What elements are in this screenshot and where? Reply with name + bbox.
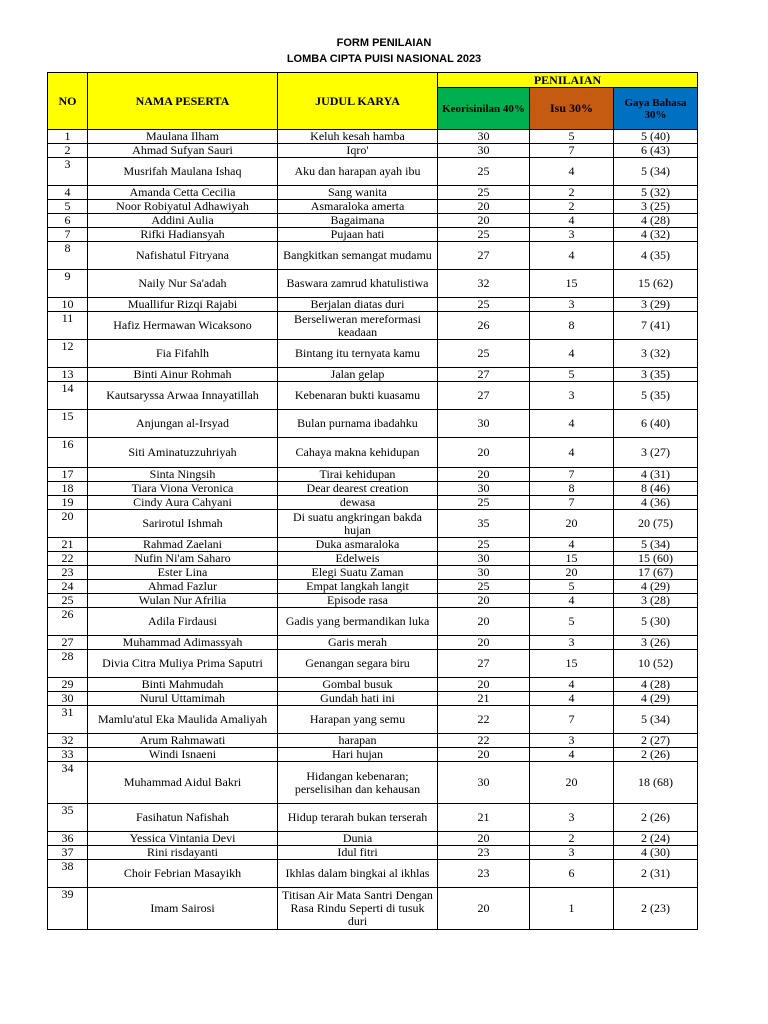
row-isu: 15 xyxy=(530,552,614,566)
row-isu: 2 xyxy=(530,200,614,214)
row-gaya-bahasa: 4 (28) xyxy=(614,214,698,228)
row-isu: 3 xyxy=(530,298,614,312)
row-keorisinilan: 20 xyxy=(438,832,530,846)
row-isu: 3 xyxy=(530,382,614,410)
header-keorisinilan: Keorisinilan 40% xyxy=(438,88,530,130)
table-row xyxy=(48,692,698,706)
row-keorisinilan: 20 xyxy=(438,636,530,650)
header-no: NO xyxy=(48,73,88,130)
row-gaya-bahasa: 3 (29) xyxy=(614,298,698,312)
form-subtitle: LOMBA CIPTA PUISI NASIONAL 2023 xyxy=(286,53,482,65)
row-judul-karya: Garis merah xyxy=(278,636,438,650)
table-row xyxy=(48,706,698,734)
row-nama-peserta: Nufin Ni'am Saharo xyxy=(88,552,278,566)
row-nama-peserta: Hafiz Hermawan Wicaksono xyxy=(88,312,278,340)
row-gaya-bahasa: 4 (29) xyxy=(614,692,698,706)
row-no: 5 xyxy=(48,200,88,214)
row-gaya-bahasa: 4 (35) xyxy=(614,242,698,270)
row-gaya-bahasa: 5 (32) xyxy=(614,186,698,200)
row-keorisinilan: 22 xyxy=(438,706,530,734)
row-judul-karya: Jalan gelap xyxy=(278,368,438,382)
table-row xyxy=(48,200,698,214)
table-row xyxy=(48,594,698,608)
row-no: 36 xyxy=(48,832,88,846)
row-nama-peserta: Rini risdayanti xyxy=(88,846,278,860)
row-judul-karya: Berjalan diatas duri xyxy=(278,298,438,312)
row-isu: 20 xyxy=(530,762,614,804)
row-keorisinilan: 30 xyxy=(438,482,530,496)
row-nama-peserta: Cindy Aura Cahyani xyxy=(88,496,278,510)
row-judul-karya: Dear dearest creation xyxy=(278,482,438,496)
row-judul-karya: Keluh kesah hamba xyxy=(278,130,438,144)
row-gaya-bahasa: 3 (25) xyxy=(614,200,698,214)
row-keorisinilan: 27 xyxy=(438,382,530,410)
row-gaya-bahasa: 10 (52) xyxy=(614,650,698,678)
row-keorisinilan: 20 xyxy=(438,468,530,482)
row-isu: 4 xyxy=(530,340,614,368)
row-no: 14 xyxy=(48,382,88,410)
row-keorisinilan: 25 xyxy=(438,538,530,552)
row-nama-peserta: Yessica Vintania Devi xyxy=(88,832,278,846)
row-keorisinilan: 20 xyxy=(438,888,530,930)
row-keorisinilan: 30 xyxy=(438,144,530,158)
row-judul-karya: Edelweis xyxy=(278,552,438,566)
row-keorisinilan: 20 xyxy=(438,678,530,692)
row-no: 6 xyxy=(48,214,88,228)
row-isu: 7 xyxy=(530,468,614,482)
row-no: 24 xyxy=(48,580,88,594)
row-judul-karya: Gadis yang bermandikan luka xyxy=(278,608,438,636)
row-nama-peserta: Fia Fifahlh xyxy=(88,340,278,368)
table-row xyxy=(48,650,698,678)
row-gaya-bahasa: 2 (26) xyxy=(614,804,698,832)
row-judul-karya: Hari hujan xyxy=(278,748,438,762)
row-gaya-bahasa: 5 (30) xyxy=(614,608,698,636)
row-nama-peserta: Amanda Cetta Cecilia xyxy=(88,186,278,200)
row-judul-karya: Ikhlas dalam bingkai al ikhlas xyxy=(278,860,438,888)
row-keorisinilan: 26 xyxy=(438,312,530,340)
row-keorisinilan: 23 xyxy=(438,846,530,860)
header-judul-karya: JUDUL KARYA xyxy=(278,73,438,130)
row-judul-karya: Empat langkah langit xyxy=(278,580,438,594)
row-isu: 7 xyxy=(530,496,614,510)
row-gaya-bahasa: 3 (27) xyxy=(614,438,698,468)
row-isu: 4 xyxy=(530,692,614,706)
row-nama-peserta: Divia Citra Muliya Prima Saputri xyxy=(88,650,278,678)
table-row xyxy=(48,496,698,510)
row-judul-karya: Pujaan hati xyxy=(278,228,438,242)
table-row xyxy=(48,368,698,382)
row-keorisinilan: 25 xyxy=(438,340,530,368)
row-gaya-bahasa: 20 (75) xyxy=(614,510,698,538)
row-isu: 4 xyxy=(530,158,614,186)
row-no: 11 xyxy=(48,312,88,340)
row-nama-peserta: Rahmad Zaelani xyxy=(88,538,278,552)
row-judul-karya: Idul fitri xyxy=(278,846,438,860)
row-nama-peserta: Musrifah Maulana Ishaq xyxy=(88,158,278,186)
row-gaya-bahasa: 5 (34) xyxy=(614,158,698,186)
row-isu: 20 xyxy=(530,510,614,538)
row-nama-peserta: Mamlu'atul Eka Maulida Amaliyah xyxy=(88,706,278,734)
table-row xyxy=(48,270,698,298)
table-row xyxy=(48,186,698,200)
row-keorisinilan: 25 xyxy=(438,298,530,312)
row-no: 21 xyxy=(48,538,88,552)
header-penilaian: PENILAIAN xyxy=(438,73,698,88)
row-keorisinilan: 27 xyxy=(438,650,530,678)
row-isu: 3 xyxy=(530,636,614,650)
row-nama-peserta: Windi Isnaeni xyxy=(88,748,278,762)
row-keorisinilan: 21 xyxy=(438,804,530,832)
header-gaya-bahasa: Gaya Bahasa 30% xyxy=(614,88,698,130)
row-nama-peserta: Rifki Hadiansyah xyxy=(88,228,278,242)
row-no: 39 xyxy=(48,888,88,930)
row-no: 10 xyxy=(48,298,88,312)
row-no: 38 xyxy=(48,860,88,888)
row-nama-peserta: Addini Aulia xyxy=(88,214,278,228)
row-isu: 3 xyxy=(530,846,614,860)
row-judul-karya: Gundah hati ini xyxy=(278,692,438,706)
table-row xyxy=(48,762,698,804)
row-nama-peserta: Wulan Nur Afrilia xyxy=(88,594,278,608)
table-row xyxy=(48,860,698,888)
row-gaya-bahasa: 17 (67) xyxy=(614,566,698,580)
row-judul-karya: Episode rasa xyxy=(278,594,438,608)
row-judul-karya: Harapan yang semu xyxy=(278,706,438,734)
row-keorisinilan: 22 xyxy=(438,734,530,748)
table-row xyxy=(48,510,698,538)
table-row xyxy=(48,580,698,594)
row-isu: 2 xyxy=(530,186,614,200)
row-gaya-bahasa: 4 (30) xyxy=(614,846,698,860)
row-keorisinilan: 27 xyxy=(438,368,530,382)
row-keorisinilan: 30 xyxy=(438,762,530,804)
row-nama-peserta: Noor Robiyatul Adhawiyah xyxy=(88,200,278,214)
form-title: FORM PENILAIAN xyxy=(336,37,432,49)
row-gaya-bahasa: 18 (68) xyxy=(614,762,698,804)
row-no: 25 xyxy=(48,594,88,608)
row-gaya-bahasa: 2 (23) xyxy=(614,888,698,930)
table-row xyxy=(48,468,698,482)
row-isu: 5 xyxy=(530,130,614,144)
row-nama-peserta: Adila Firdausi xyxy=(88,608,278,636)
row-no: 31 xyxy=(48,706,88,734)
row-nama-peserta: Muhammad Aidul Bakri xyxy=(88,762,278,804)
row-gaya-bahasa: 5 (34) xyxy=(614,706,698,734)
row-gaya-bahasa: 8 (46) xyxy=(614,482,698,496)
row-nama-peserta: Maulana Ilham xyxy=(88,130,278,144)
table-row xyxy=(48,748,698,762)
row-gaya-bahasa: 4 (28) xyxy=(614,678,698,692)
row-isu: 5 xyxy=(530,608,614,636)
row-judul-karya: Di suatu angkringan bakda hujan xyxy=(278,510,438,538)
row-gaya-bahasa: 2 (27) xyxy=(614,734,698,748)
row-nama-peserta: Ahmad Fazlur xyxy=(88,580,278,594)
row-nama-peserta: Siti Aminatuzzuhriyah xyxy=(88,438,278,468)
row-gaya-bahasa: 4 (29) xyxy=(614,580,698,594)
row-nama-peserta: Fasihatun Nafishah xyxy=(88,804,278,832)
table-row xyxy=(48,832,698,846)
row-isu: 3 xyxy=(530,804,614,832)
row-keorisinilan: 20 xyxy=(438,438,530,468)
row-isu: 5 xyxy=(530,580,614,594)
row-no: 20 xyxy=(48,510,88,538)
row-judul-karya: Bintang itu ternyata kamu xyxy=(278,340,438,368)
row-judul-karya: harapan xyxy=(278,734,438,748)
row-keorisinilan: 35 xyxy=(438,510,530,538)
table-row xyxy=(48,228,698,242)
row-gaya-bahasa: 6 (40) xyxy=(614,410,698,438)
row-isu: 7 xyxy=(530,144,614,158)
row-keorisinilan: 23 xyxy=(438,860,530,888)
table-row xyxy=(48,846,698,860)
row-gaya-bahasa: 3 (35) xyxy=(614,368,698,382)
row-nama-peserta: Binti Mahmudah xyxy=(88,678,278,692)
table-body xyxy=(48,130,698,930)
table-row xyxy=(48,298,698,312)
row-judul-karya: Bangkitkan semangat mudamu xyxy=(278,242,438,270)
row-judul-karya: Elegi Suatu Zaman xyxy=(278,566,438,580)
row-nama-peserta: Muallifur Rizqi Rajabi xyxy=(88,298,278,312)
row-no: 28 xyxy=(48,650,88,678)
row-gaya-bahasa: 2 (26) xyxy=(614,748,698,762)
row-judul-karya: Hidup terarah bukan terserah xyxy=(278,804,438,832)
row-isu: 5 xyxy=(530,368,614,382)
table-row xyxy=(48,242,698,270)
row-judul-karya: Bagaimana xyxy=(278,214,438,228)
row-gaya-bahasa: 5 (34) xyxy=(614,538,698,552)
row-no: 30 xyxy=(48,692,88,706)
row-gaya-bahasa: 2 (24) xyxy=(614,832,698,846)
row-isu: 4 xyxy=(530,538,614,552)
table-row xyxy=(48,552,698,566)
row-keorisinilan: 20 xyxy=(438,200,530,214)
row-gaya-bahasa: 4 (32) xyxy=(614,228,698,242)
row-no: 16 xyxy=(48,438,88,468)
row-keorisinilan: 20 xyxy=(438,214,530,228)
row-judul-karya: Bulan purnama ibadahku xyxy=(278,410,438,438)
row-no: 1 xyxy=(48,130,88,144)
row-isu: 7 xyxy=(530,706,614,734)
row-isu: 8 xyxy=(530,482,614,496)
table-row xyxy=(48,214,698,228)
row-no: 32 xyxy=(48,734,88,748)
row-gaya-bahasa: 3 (28) xyxy=(614,594,698,608)
row-isu: 3 xyxy=(530,228,614,242)
row-keorisinilan: 32 xyxy=(438,270,530,298)
row-no: 23 xyxy=(48,566,88,580)
row-nama-peserta: Ester Lina xyxy=(88,566,278,580)
row-gaya-bahasa: 7 (41) xyxy=(614,312,698,340)
row-no: 18 xyxy=(48,482,88,496)
table-row xyxy=(48,636,698,650)
table-row xyxy=(48,566,698,580)
row-nama-peserta: Kautsaryssa Arwaa Innayatillah xyxy=(88,382,278,410)
header-isu: Isu 30% xyxy=(530,88,614,130)
row-no: 35 xyxy=(48,804,88,832)
row-no: 17 xyxy=(48,468,88,482)
table-row xyxy=(48,608,698,636)
row-nama-peserta: Sinta Ningsih xyxy=(88,468,278,482)
row-judul-karya: Hidangan kebenaran; perselisihan dan kehausan xyxy=(278,762,438,804)
row-no: 3 xyxy=(48,158,88,186)
row-judul-karya: Sang wanita xyxy=(278,186,438,200)
row-keorisinilan: 25 xyxy=(438,158,530,186)
row-keorisinilan: 20 xyxy=(438,594,530,608)
row-keorisinilan: 30 xyxy=(438,552,530,566)
row-isu: 15 xyxy=(530,650,614,678)
row-keorisinilan: 25 xyxy=(438,496,530,510)
table-row xyxy=(48,130,698,144)
row-nama-peserta: Sarirotul Ishmah xyxy=(88,510,278,538)
row-judul-karya: Gombal busuk xyxy=(278,678,438,692)
row-no: 2 xyxy=(48,144,88,158)
row-isu: 4 xyxy=(530,438,614,468)
row-no: 29 xyxy=(48,678,88,692)
table-row xyxy=(48,734,698,748)
row-nama-peserta: Tiara Viona Veronica xyxy=(88,482,278,496)
row-gaya-bahasa: 6 (43) xyxy=(614,144,698,158)
row-no: 9 xyxy=(48,270,88,298)
row-isu: 1 xyxy=(530,888,614,930)
row-judul-karya: Genangan segara biru xyxy=(278,650,438,678)
row-gaya-bahasa: 3 (32) xyxy=(614,340,698,368)
row-nama-peserta: Naily Nur Sa'adah xyxy=(88,270,278,298)
row-nama-peserta: Ahmad Sufyan Sauri xyxy=(88,144,278,158)
row-keorisinilan: 30 xyxy=(438,410,530,438)
row-gaya-bahasa: 4 (31) xyxy=(614,468,698,482)
row-nama-peserta: Nurul Uttamimah xyxy=(88,692,278,706)
row-gaya-bahasa: 15 (60) xyxy=(614,552,698,566)
table-row xyxy=(48,410,698,438)
row-keorisinilan: 21 xyxy=(438,692,530,706)
table-row xyxy=(48,340,698,368)
row-keorisinilan: 25 xyxy=(438,228,530,242)
row-no: 8 xyxy=(48,242,88,270)
row-judul-karya: Dunia xyxy=(278,832,438,846)
row-isu: 20 xyxy=(530,566,614,580)
table-row xyxy=(48,144,698,158)
row-gaya-bahasa: 5 (35) xyxy=(614,382,698,410)
row-keorisinilan: 27 xyxy=(438,242,530,270)
table-row xyxy=(48,438,698,468)
row-isu: 4 xyxy=(530,594,614,608)
row-no: 19 xyxy=(48,496,88,510)
table-row xyxy=(48,382,698,410)
row-isu: 3 xyxy=(530,734,614,748)
row-isu: 4 xyxy=(530,678,614,692)
row-nama-peserta: Choir Febrian Masayikh xyxy=(88,860,278,888)
table-row xyxy=(48,888,698,930)
row-judul-karya: Duka asmaraloka xyxy=(278,538,438,552)
row-no: 37 xyxy=(48,846,88,860)
row-nama-peserta: Muhammad Adimassyah xyxy=(88,636,278,650)
row-nama-peserta: Arum Rahmawati xyxy=(88,734,278,748)
row-judul-karya: Asmaraloka amerta xyxy=(278,200,438,214)
row-keorisinilan: 20 xyxy=(438,608,530,636)
table-row xyxy=(48,482,698,496)
row-keorisinilan: 20 xyxy=(438,748,530,762)
row-no: 13 xyxy=(48,368,88,382)
row-nama-peserta: Nafishatul Fitryana xyxy=(88,242,278,270)
row-judul-karya: Iqro' xyxy=(278,144,438,158)
row-isu: 4 xyxy=(530,214,614,228)
row-no: 4 xyxy=(48,186,88,200)
row-judul-karya: Baswara zamrud khatulistiwa xyxy=(278,270,438,298)
row-isu: 15 xyxy=(530,270,614,298)
row-keorisinilan: 25 xyxy=(438,186,530,200)
row-judul-karya: Berseliweran mereformasi keadaan xyxy=(278,312,438,340)
row-keorisinilan: 25 xyxy=(438,580,530,594)
row-isu: 2 xyxy=(530,832,614,846)
row-gaya-bahasa: 5 (40) xyxy=(614,130,698,144)
row-gaya-bahasa: 3 (26) xyxy=(614,636,698,650)
row-gaya-bahasa: 15 (62) xyxy=(614,270,698,298)
row-judul-karya: Titisan Air Mata Santri Dengan Rasa Rindu Seperti di tusuk duri xyxy=(278,888,438,930)
row-keorisinilan: 30 xyxy=(438,566,530,580)
row-gaya-bahasa: 4 (36) xyxy=(614,496,698,510)
row-judul-karya: Aku dan harapan ayah ibu xyxy=(278,158,438,186)
row-judul-karya: Tirai kehidupan xyxy=(278,468,438,482)
row-no: 33 xyxy=(48,748,88,762)
table-row xyxy=(48,312,698,340)
row-judul-karya: Cahaya makna kehidupan xyxy=(278,438,438,468)
row-no: 12 xyxy=(48,340,88,368)
row-isu: 6 xyxy=(530,860,614,888)
table-row xyxy=(48,804,698,832)
row-no: 7 xyxy=(48,228,88,242)
row-nama-peserta: Imam Sairosi xyxy=(88,888,278,930)
row-isu: 8 xyxy=(530,312,614,340)
row-nama-peserta: Binti Ainur Rohmah xyxy=(88,368,278,382)
row-nama-peserta: Anjungan al-Irsyad xyxy=(88,410,278,438)
row-judul-karya: Kebenaran bukti kuasamu xyxy=(278,382,438,410)
row-no: 22 xyxy=(48,552,88,566)
row-judul-karya: dewasa xyxy=(278,496,438,510)
row-no: 15 xyxy=(48,410,88,438)
table-row xyxy=(48,538,698,552)
row-isu: 4 xyxy=(530,748,614,762)
score-table xyxy=(47,72,698,930)
row-no: 27 xyxy=(48,636,88,650)
header-nama-peserta: NAMA PESERTA xyxy=(88,73,278,130)
row-isu: 4 xyxy=(530,242,614,270)
row-no: 34 xyxy=(48,762,88,804)
row-keorisinilan: 30 xyxy=(438,130,530,144)
row-no: 26 xyxy=(48,608,88,636)
table-row xyxy=(48,158,698,186)
row-gaya-bahasa: 2 (31) xyxy=(614,860,698,888)
row-isu: 4 xyxy=(530,410,614,438)
table-row xyxy=(48,678,698,692)
